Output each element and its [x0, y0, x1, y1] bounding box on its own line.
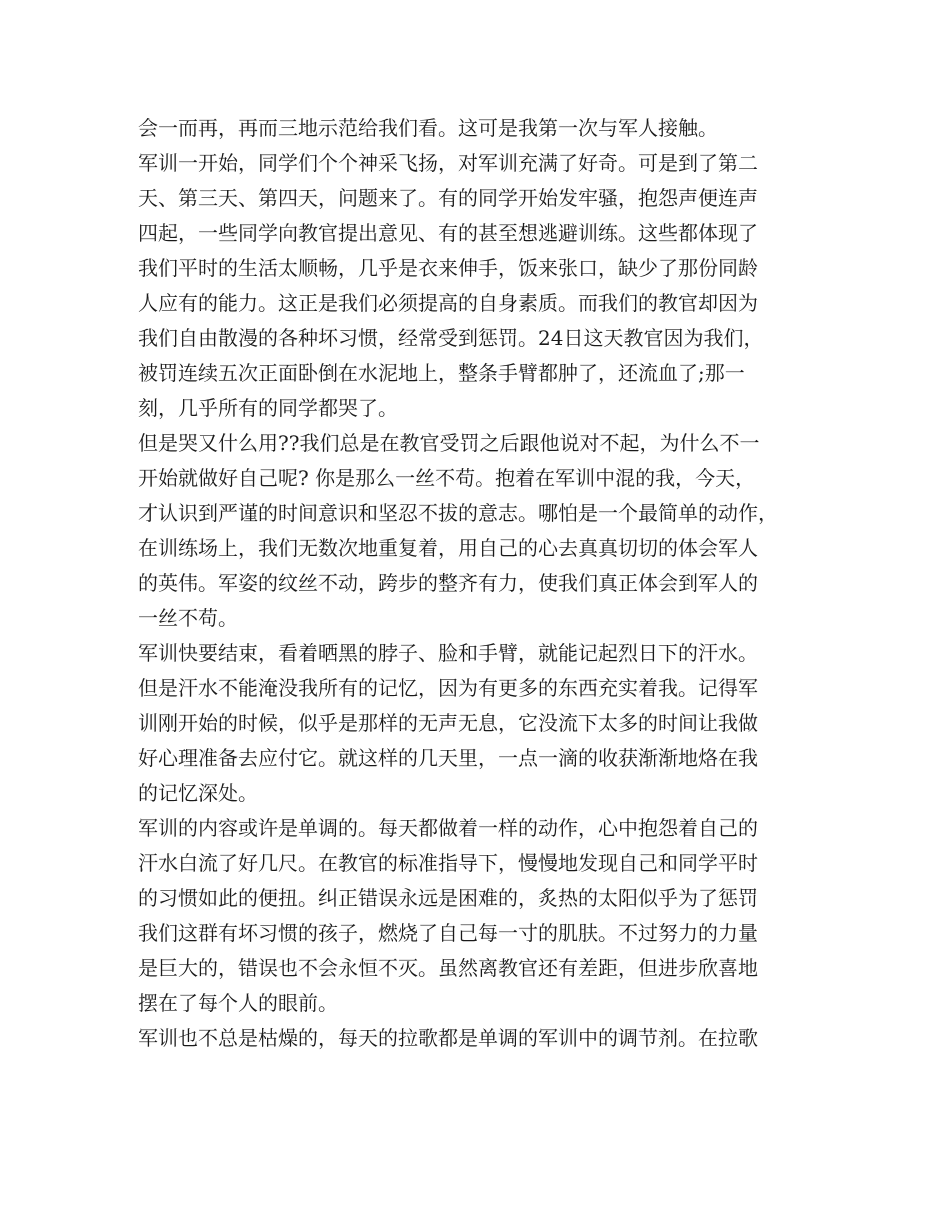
- text-line: 好心理准备去应付它。就这样的几天里，一点一滴的收获渐渐地烙在我: [138, 746, 758, 770]
- text-line: 军训也不总是枯燥的，每天的拉歌都是单调的军训中的调节剂。在拉歌: [138, 1026, 758, 1050]
- text-line: 四起，一些同学向教官提出意见、有的甚至想逃避训练。这些都体现了: [138, 221, 758, 245]
- text-line: 是巨大的，错误也不会永恒不灭。虽然离教官还有差距，但进步欣喜地: [138, 956, 758, 980]
- text-line: 才认识到严谨的时间意识和坚忍不拔的意志。哪怕是一个最简单的动作，: [138, 501, 778, 525]
- text-line: 天、第三天、第四天，问题来了。有的同学开始发牢骚，抱怨声便连声: [138, 186, 758, 210]
- text-line: 军训一开始，同学们个个神采飞扬，对军训充满了好奇。可是到了第二: [138, 151, 758, 175]
- text-line: 会一而再，再而三地示范给我们看。这可是我第一次与军人接触。: [138, 116, 718, 140]
- text-line: 摆在了每个人的眼前。: [138, 991, 338, 1015]
- text-line: 开始就做好自己呢? 你是那么一丝不苟。抱着在军训中混的我，今天，: [138, 466, 756, 490]
- text-line: 军训快要结束，看着晒黑的脖子、脸和手臂，就能记起烈日下的汗水。: [138, 641, 758, 665]
- text-line: 但是哭又什么用??我们总是在教官受罚之后跟他说对不起，为什么不一: [138, 431, 760, 455]
- text-line: 的记忆深处。: [138, 781, 258, 805]
- text-line: 训刚开始的时候，似乎是那样的无声无息，它没流下太多的时间让我做: [138, 711, 758, 735]
- body-text: [138, 111, 828, 1056]
- text-line: 汗水白流了好几尺。在教官的标准指导下，慢慢地发现自己和同学平时: [138, 851, 758, 875]
- text-line: 被罚连续五次正面卧倒在水泥地上，整条手臂都肿了，还流血了;那一: [138, 361, 745, 385]
- text-line: 我们这群有坏习惯的孩子，燃烧了自己每一寸的肌肤。不过努力的力量: [138, 921, 758, 945]
- text-line: 但是汗水不能淹没我所有的记忆，因为有更多的东西充实着我。记得军: [138, 676, 758, 700]
- text-line: 刻，几乎所有的同学都哭了。: [138, 396, 398, 420]
- text-line: 的英伟。军姿的纹丝不动，跨步的整齐有力，使我们真正体会到军人的: [138, 571, 758, 595]
- text-line: 我们平时的生活太顺畅，几乎是衣来伸手，饭来张口，缺少了那份同龄: [138, 256, 758, 280]
- text-line: 我们自由散漫的各种坏习惯，经常受到惩罚。24日这天教官因为我们，: [138, 326, 764, 350]
- text-line: 人应有的能力。这正是我们必须提高的自身素质。而我们的教官却因为: [138, 291, 758, 315]
- text-line: 一丝不苟。: [138, 606, 238, 630]
- text-line: 的习惯如此的便扭。纠正错误永远是困难的，炙热的太阳似乎为了惩罚: [138, 886, 758, 910]
- text-line: 在训练场上，我们无数次地重复着，用自己的心去真真切切的体会军人: [138, 536, 758, 560]
- text-line: 军训的内容或许是单调的。每天都做着一样的动作，心中抱怨着自己的: [138, 816, 758, 840]
